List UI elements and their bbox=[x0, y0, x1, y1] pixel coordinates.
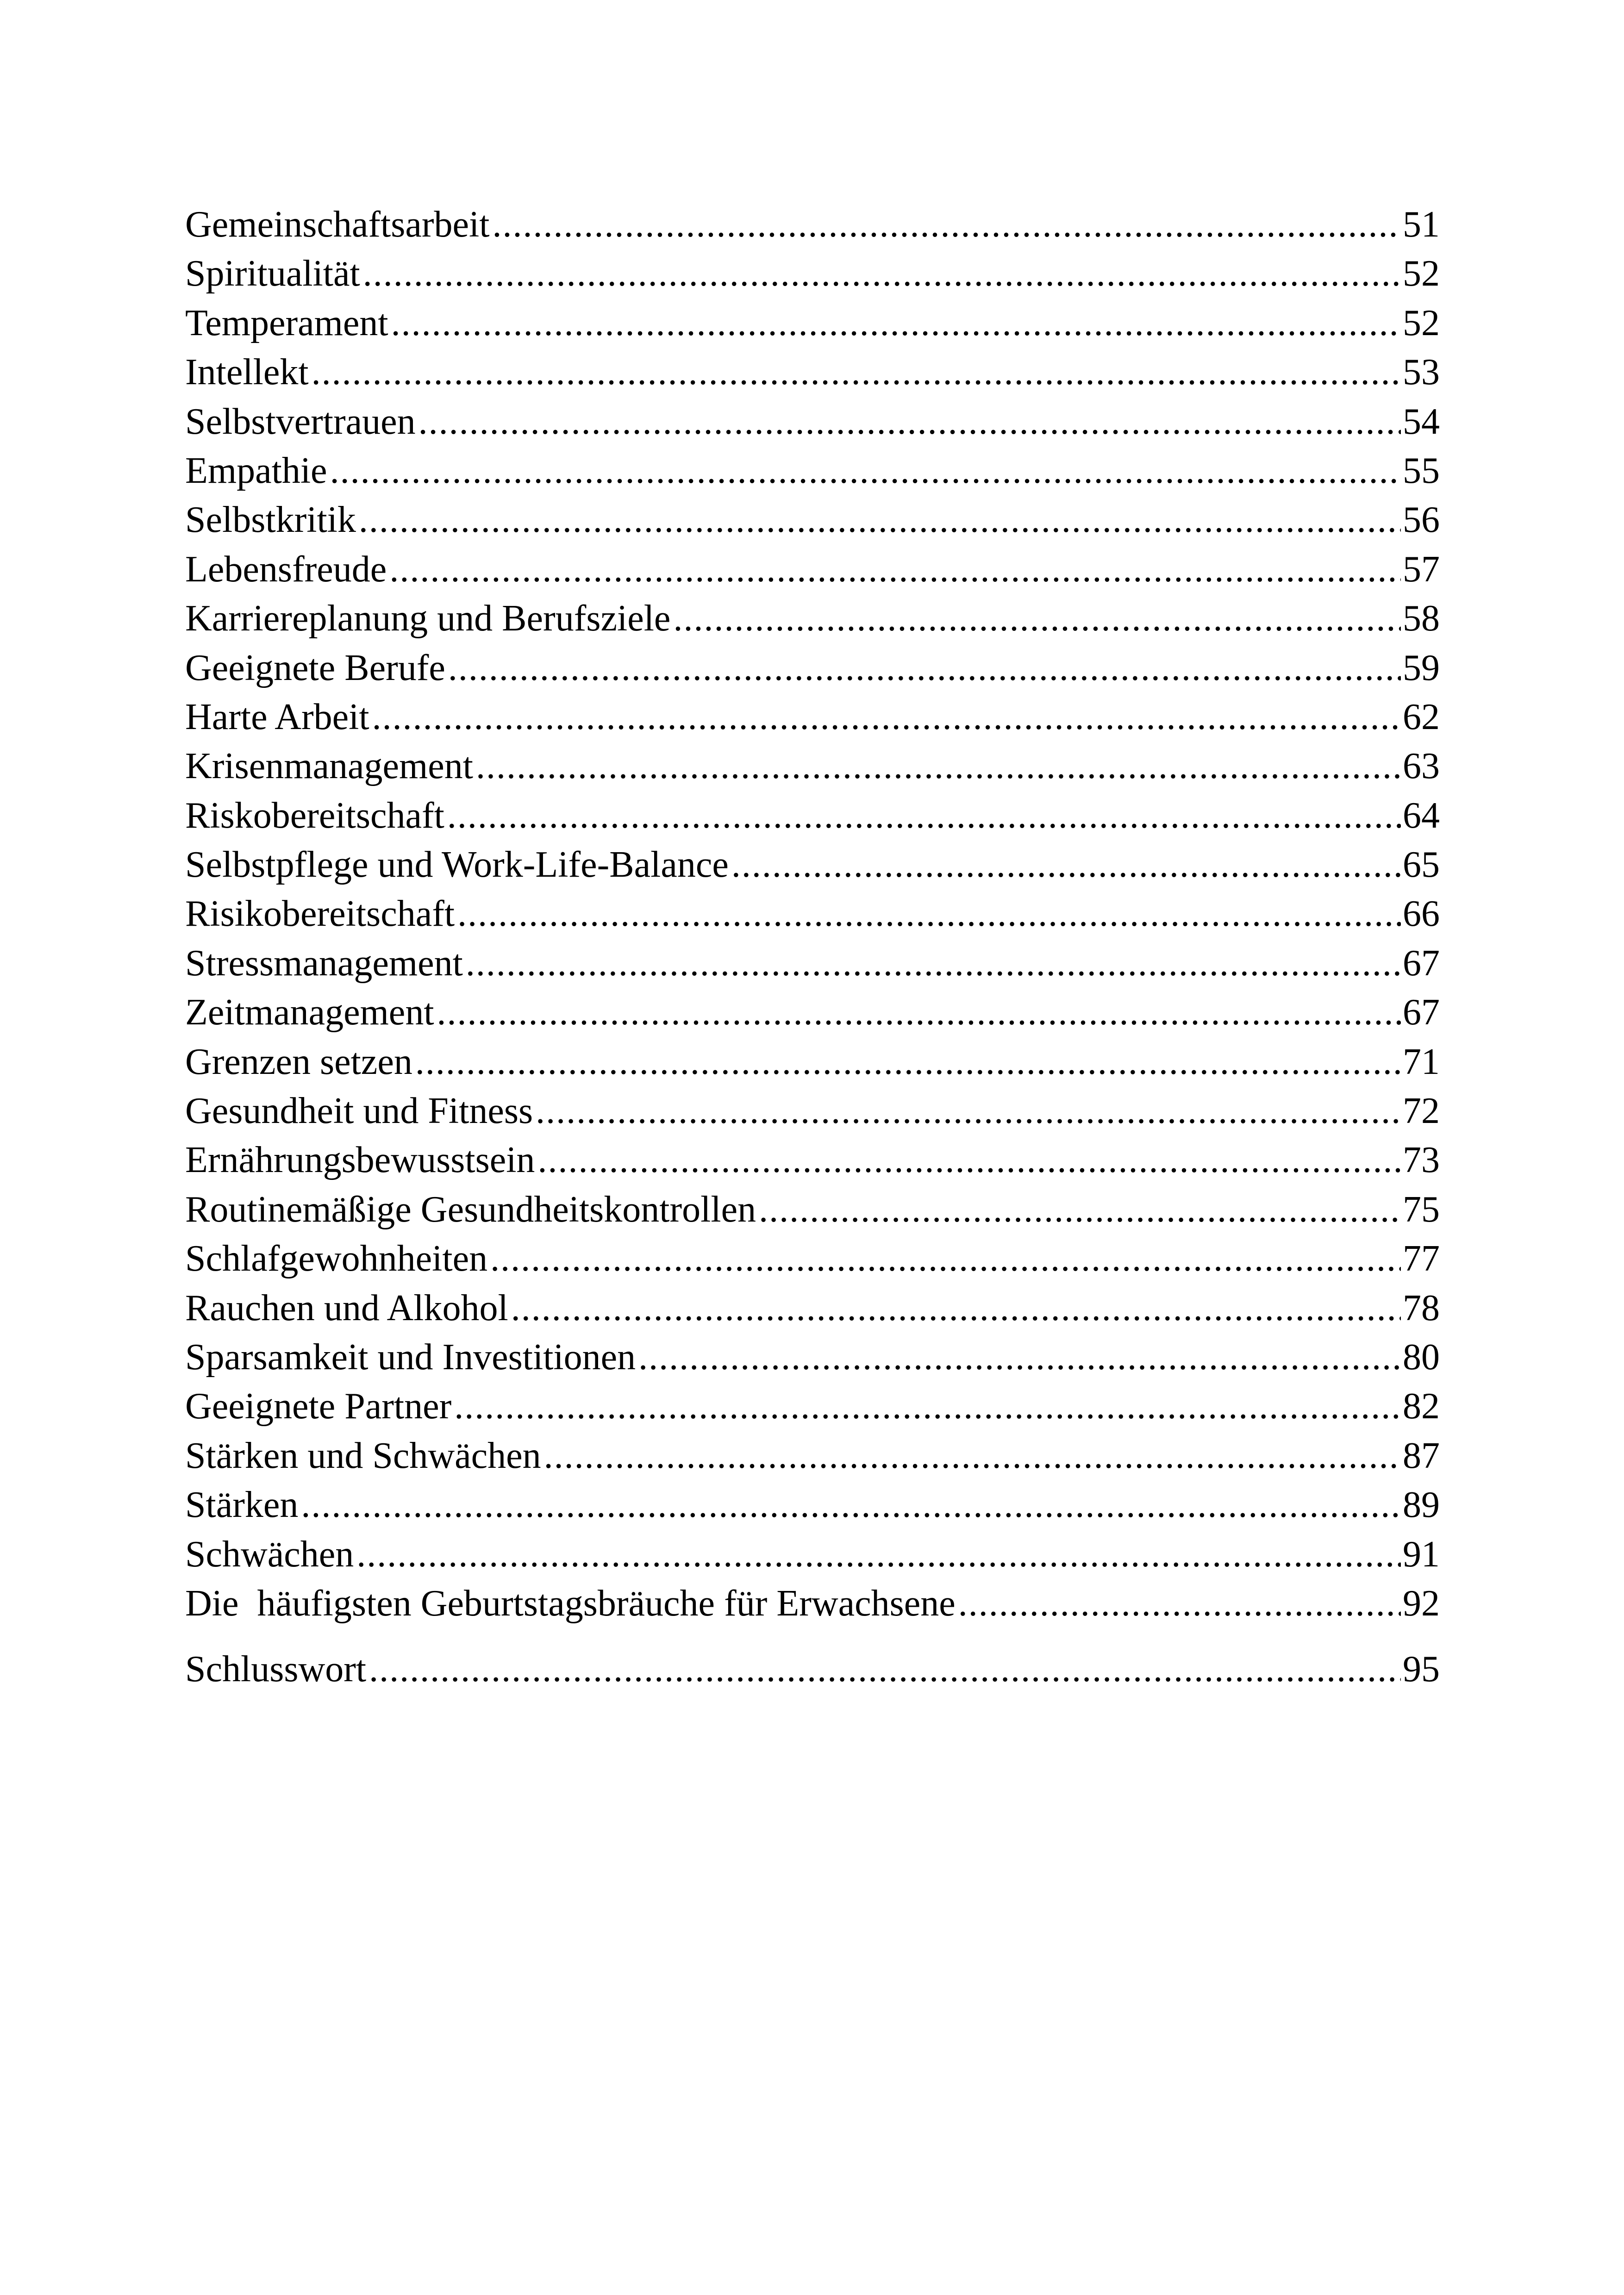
dot-leader bbox=[511, 1284, 1401, 1333]
dot-leader bbox=[544, 1431, 1401, 1480]
toc-entry-title: Stressmanagement bbox=[185, 942, 463, 984]
toc-entry-staerken[interactable] bbox=[185, 1480, 1440, 1529]
toc-entry-page-number: 80 bbox=[1403, 1336, 1440, 1378]
toc-entry-title: Krisenmanagement bbox=[185, 746, 473, 787]
toc-entry-title: Die häufigsten Geburtstagsbräuche für Erwachsene bbox=[185, 1583, 956, 1624]
dot-leader bbox=[301, 1480, 1401, 1529]
toc-entry-staerken-schwaechen[interactable] bbox=[185, 1431, 1440, 1480]
dot-leader bbox=[356, 1530, 1401, 1579]
dot-leader bbox=[415, 1037, 1401, 1086]
toc-entry-schwaechen[interactable] bbox=[185, 1530, 1440, 1579]
toc-entry-harte-arbeit[interactable] bbox=[185, 692, 1440, 742]
dot-leader bbox=[389, 545, 1401, 594]
toc-entry-grenzen-setzen[interactable] bbox=[185, 1037, 1440, 1086]
toc-entry-gemeinschaftsarbeit[interactable] bbox=[185, 200, 1440, 249]
toc-entry-title: Schwächen bbox=[185, 1534, 354, 1575]
toc-entry-page-number: 52 bbox=[1403, 253, 1440, 294]
toc-entry-page-number: 51 bbox=[1403, 204, 1440, 245]
toc-entry-page-number: 78 bbox=[1403, 1287, 1440, 1328]
toc-entry-intellekt[interactable] bbox=[185, 348, 1440, 397]
toc-entry-title: Geeignete Berufe bbox=[185, 647, 445, 688]
toc-entry-page-number: 73 bbox=[1403, 1140, 1440, 1181]
dot-leader bbox=[493, 200, 1401, 249]
toc-entry-title: Riskobereitschaft bbox=[185, 795, 444, 836]
dot-leader bbox=[638, 1333, 1401, 1382]
toc-entry-title: Gesundheit und Fitness bbox=[185, 1091, 533, 1132]
toc-entry-page-number: 87 bbox=[1403, 1435, 1440, 1476]
toc-entry-title: Schlafgewohnheiten bbox=[185, 1238, 488, 1279]
toc-entry-temperament[interactable] bbox=[185, 299, 1440, 348]
toc-entry-page-number: 59 bbox=[1403, 647, 1440, 688]
dot-leader bbox=[454, 1382, 1401, 1431]
toc-entry-page-number: 89 bbox=[1403, 1484, 1440, 1526]
dot-leader bbox=[466, 939, 1401, 988]
toc-entry-sparsamkeit[interactable] bbox=[185, 1333, 1440, 1382]
toc-entry-title: Selbstvertrauen bbox=[185, 401, 416, 442]
dot-leader bbox=[369, 1645, 1401, 1694]
toc-entry-page-number: 54 bbox=[1403, 401, 1440, 442]
toc-entry-page-number: 53 bbox=[1403, 352, 1440, 393]
toc-entry-rauchen-alkohol[interactable] bbox=[185, 1284, 1440, 1333]
table-of-contents bbox=[185, 200, 1440, 1694]
toc-entry-risikobereitschaft[interactable] bbox=[185, 889, 1440, 938]
dot-leader bbox=[448, 643, 1401, 692]
toc-entry-title: Gemeinschaftsarbeit bbox=[185, 204, 490, 245]
toc-entry-page-number: 92 bbox=[1403, 1583, 1440, 1624]
toc-entry-spiritualitaet[interactable] bbox=[185, 249, 1440, 298]
toc-entry-title: Risikobereitschaft bbox=[185, 893, 455, 935]
dot-leader bbox=[359, 495, 1401, 544]
toc-entry-title: Harte Arbeit bbox=[185, 696, 369, 737]
toc-entry-geburtstagsbraeuche[interactable] bbox=[185, 1579, 1440, 1628]
dot-leader bbox=[731, 840, 1401, 889]
toc-entry-title: Geeignete Partner bbox=[185, 1386, 452, 1427]
dot-leader bbox=[418, 397, 1401, 446]
toc-entry-empathie[interactable] bbox=[185, 446, 1440, 495]
toc-entry-page-number: 63 bbox=[1403, 746, 1440, 787]
toc-entry-title: Grenzen setzen bbox=[185, 1041, 412, 1082]
toc-entry-page-number: 62 bbox=[1403, 696, 1440, 737]
toc-entry-page-number: 67 bbox=[1403, 942, 1440, 984]
toc-entry-page-number: 55 bbox=[1403, 450, 1440, 491]
toc-entry-title: Selbstpflege und Work-Life-Balance bbox=[185, 844, 729, 886]
toc-entry-gesundheit-fitness[interactable] bbox=[185, 1086, 1440, 1135]
toc-entry-page-number: 52 bbox=[1403, 302, 1440, 343]
dot-leader bbox=[476, 742, 1401, 791]
toc-entry-ernaehrungsbewusstsein[interactable] bbox=[185, 1135, 1440, 1185]
toc-entry-title: Spiritualität bbox=[185, 253, 360, 294]
toc-entry-title: Lebensfreude bbox=[185, 549, 387, 590]
toc-entry-selbstkritik[interactable] bbox=[185, 495, 1440, 544]
toc-entry-page-number: 77 bbox=[1403, 1238, 1440, 1279]
toc-entry-page-number: 65 bbox=[1403, 844, 1440, 886]
toc-entry-selbstpflege[interactable] bbox=[185, 840, 1440, 889]
toc-entry-title: Ernährungsbewusstsein bbox=[185, 1140, 535, 1181]
dot-leader bbox=[372, 692, 1401, 742]
toc-entry-title: Temperament bbox=[185, 302, 388, 343]
toc-entry-karriereplanung[interactable] bbox=[185, 594, 1440, 643]
dot-leader bbox=[673, 594, 1401, 643]
toc-entry-page-number: 95 bbox=[1403, 1649, 1440, 1690]
toc-entry-gesundheitskontrollen[interactable] bbox=[185, 1185, 1440, 1234]
toc-entry-page-number: 91 bbox=[1403, 1534, 1440, 1575]
toc-entry-title: Empathie bbox=[185, 450, 327, 491]
toc-entry-selbstvertrauen[interactable] bbox=[185, 397, 1440, 446]
toc-entry-lebensfreude[interactable] bbox=[185, 545, 1440, 594]
dot-leader bbox=[490, 1234, 1401, 1283]
dot-leader bbox=[457, 889, 1401, 938]
toc-entry-page-number: 58 bbox=[1403, 598, 1440, 639]
toc-entry-krisenmanagement[interactable] bbox=[185, 742, 1440, 791]
toc-entry-page-number: 72 bbox=[1403, 1091, 1440, 1132]
toc-entry-page-number: 56 bbox=[1403, 499, 1440, 541]
dot-leader bbox=[330, 446, 1401, 495]
toc-entry-geeignete-partner[interactable] bbox=[185, 1382, 1440, 1431]
toc-entry-page-number: 57 bbox=[1403, 549, 1440, 590]
toc-entry-page-number: 66 bbox=[1403, 893, 1440, 935]
toc-entry-title: Schlusswort bbox=[185, 1649, 367, 1690]
dot-leader bbox=[759, 1185, 1401, 1234]
toc-entry-title: Sparsamkeit und Investitionen bbox=[185, 1336, 636, 1378]
toc-entry-title: Karriereplanung und Berufsziele bbox=[185, 598, 671, 639]
toc-entry-title: Routinemäßige Gesundheitskontrollen bbox=[185, 1189, 756, 1230]
toc-entry-title: Stärken bbox=[185, 1484, 299, 1526]
toc-entry-page-number: 67 bbox=[1403, 992, 1440, 1033]
dot-leader bbox=[363, 249, 1401, 298]
toc-entry-schlafgewohnheiten[interactable] bbox=[185, 1234, 1440, 1283]
toc-entry-schlusswort[interactable] bbox=[185, 1645, 1440, 1694]
dot-leader bbox=[437, 988, 1401, 1037]
toc-entry-zeitmanagement[interactable] bbox=[185, 988, 1440, 1037]
toc-entry-title: Selbstkritik bbox=[185, 499, 356, 541]
dot-leader bbox=[391, 299, 1401, 348]
toc-entry-title: Zeitmanagement bbox=[185, 992, 434, 1033]
toc-entry-riskobereitschaft[interactable] bbox=[185, 791, 1440, 840]
toc-entry-page-number: 64 bbox=[1403, 795, 1440, 836]
toc-entry-title: Intellekt bbox=[185, 352, 309, 393]
toc-entry-geeignete-berufe[interactable] bbox=[185, 643, 1440, 692]
dot-leader bbox=[312, 348, 1401, 397]
toc-entry-title: Stärken und Schwächen bbox=[185, 1435, 541, 1476]
toc-entry-page-number: 82 bbox=[1403, 1386, 1440, 1427]
toc-entry-page-number: 71 bbox=[1403, 1041, 1440, 1082]
dot-leader bbox=[447, 791, 1401, 840]
toc-entry-stressmanagement[interactable] bbox=[185, 939, 1440, 988]
dot-leader bbox=[958, 1579, 1401, 1628]
dot-leader bbox=[537, 1135, 1401, 1185]
toc-entry-page-number: 75 bbox=[1403, 1189, 1440, 1230]
toc-entry-title: Rauchen und Alkohol bbox=[185, 1287, 508, 1328]
dot-leader bbox=[536, 1086, 1401, 1135]
